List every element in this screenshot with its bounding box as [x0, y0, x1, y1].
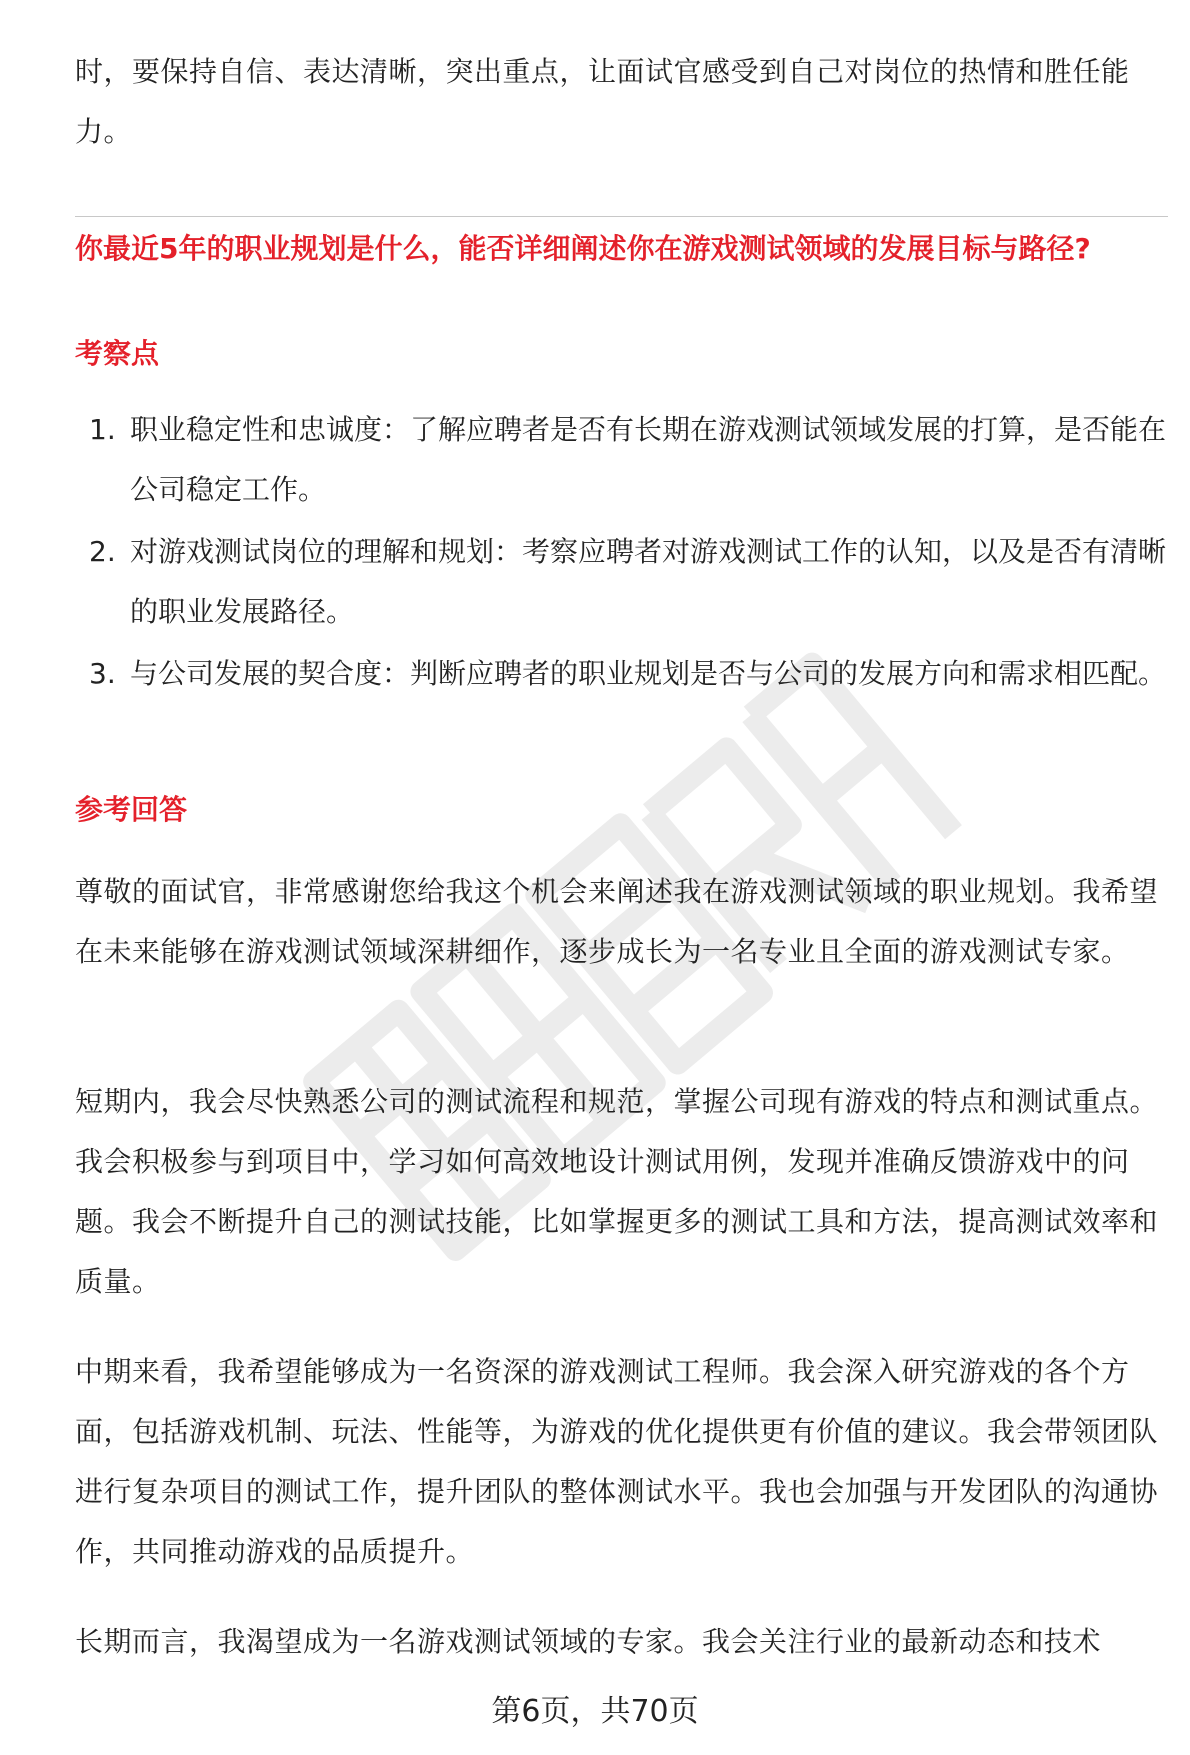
list-item-text: 与公司发展的契合度：判断应聘者的职业规划是否与公司的发展方向和需求相匹配。 — [130, 657, 1167, 690]
continued-paragraph: 时，要保持自信、表达清晰，突出重点，让面试官感受到自己对岗位的热情和胜任能力。 — [75, 55, 1130, 148]
list-item-number: 3. — [89, 657, 116, 690]
answer-paragraph: 长期而言，我渴望成为一名游戏测试领域的专家。我会关注行业的最新动态和技术 — [75, 1625, 1102, 1658]
points-list — [75, 400, 1170, 706]
answer-paragraph: 中期来看，我希望能够成为一名资深的游戏测试工程师。我会深入研究游戏的各个方面，包括游戏机制、玩法、性能等，为游戏的优化提供更有价值的建议。我会带领团队进行复杂项目的测试工作，提升团队的整体测试水平。我也会加强与开发团队的沟通协作，共同推动游戏的品质提升。 — [75, 1355, 1159, 1568]
answer-paragraph: 短期内，我会尽快熟悉公司的测试流程和规范，掌握公司现有游戏的特点和测试重点。我会积极参与到项目中，学习如何高效地设计测试用例，发现并准确反馈游戏中的问题。我会不断提升自己的测试技能，比如掌握更多的测试工具和方法，提高测试效率和质量。 — [75, 1085, 1159, 1298]
question-title: 你最近5年的职业规划是什么，能否详细阐述你在游戏测试领域的发展目标与路径? — [75, 232, 1091, 265]
list-item-text: 职业稳定性和忠诚度：了解应聘者是否有长期在游戏测试领域发展的打算，是否能在公司稳定工作。 — [130, 413, 1167, 506]
answer-heading: 参考回答 — [75, 793, 188, 826]
list-item-number: 1. — [89, 413, 116, 446]
list-item — [75, 400, 1170, 520]
section-divider — [75, 216, 1168, 217]
list-item — [75, 522, 1170, 642]
answer-paragraph: 尊敬的面试官，非常感谢您给我这个机会来阐述我在游戏测试领域的职业规划。我希望在未来能够在游戏测试领域深耕细作，逐步成长为一名专业且全面的游戏测试专家。 — [75, 875, 1159, 968]
list-item — [75, 644, 1170, 704]
points-heading: 考察点 — [75, 337, 160, 370]
page-number-footer: 第6页，共70页 — [491, 1694, 699, 1729]
list-item-text: 对游戏测试岗位的理解和规划：考察应聘者对游戏测试工作的认知，以及是否有清晰的职业发展路径。 — [130, 535, 1167, 628]
list-item-number: 2. — [89, 535, 116, 568]
